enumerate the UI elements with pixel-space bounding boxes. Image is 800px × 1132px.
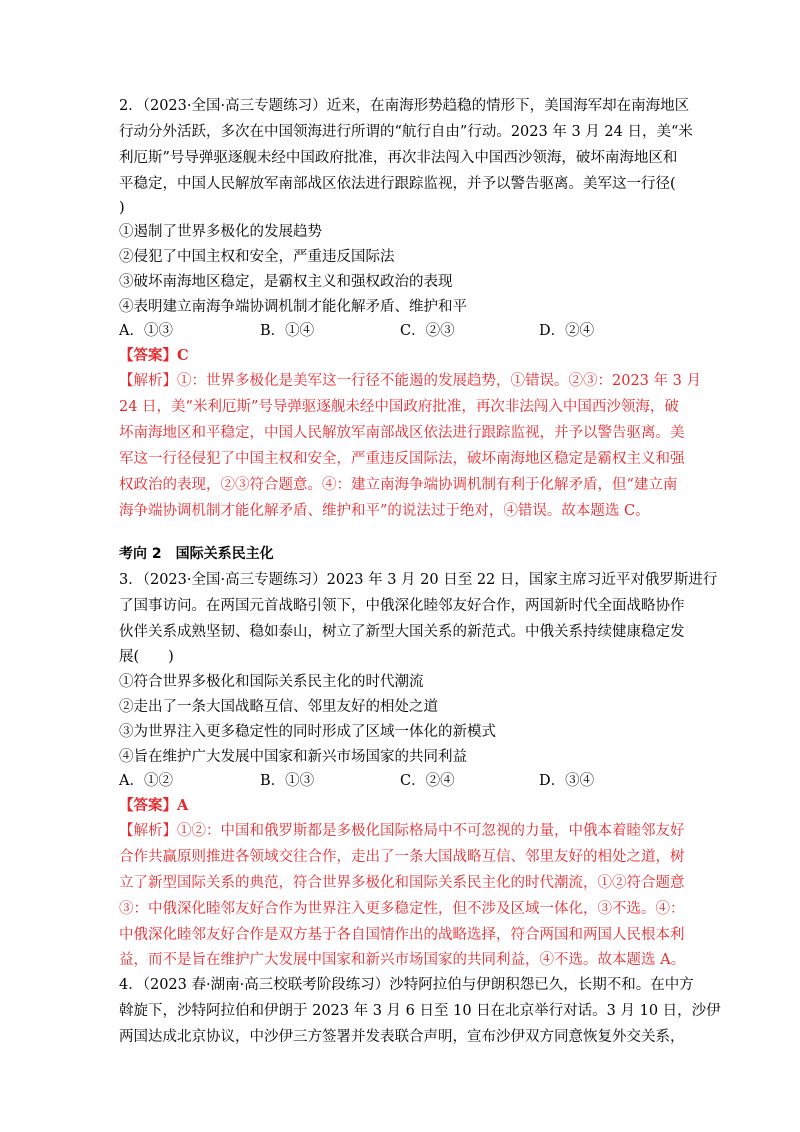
choice-row — [119, 318, 719, 344]
analysis-line: 海争端协调机制才能化解矛盾、维护和平”的说法过于绝对，④错误。故本题选 C。 — [119, 503, 650, 519]
question-stem-line: 行动分外活跃，多次在中国领海进行所谓的“航行自由”行动。2023 年 3 月 24 日，美“米 — [119, 124, 693, 140]
answer-line: 【答案】A — [119, 797, 189, 814]
statement-item: ②走出了一条大国战略互信、邻里友好的相处之道 — [119, 699, 438, 715]
question-stem-line: 两国达成北京协议，中沙伊三方签署并发表联合声明，宣布沙伊双方同意恢复外交关系， — [119, 1029, 685, 1045]
analysis-line: 权政治的表现，②③符合题意。④：建立南海争端协调机制有利于化解矛盾，但“建立南 — [119, 477, 678, 493]
choice-a: A．①② — [119, 773, 173, 789]
analysis-line: 【解析】①：世界多极化是美军这一行径不能遏的发展趋势，①错误。②③：2023 年 3 月 — [119, 373, 701, 389]
statement-item: ①符合世界多极化和国际关系民主化的时代潮流 — [119, 674, 424, 690]
question-stem-line: 了国事访问。在两国元首战略引领下，中俄深化睦邻友好合作，两国新时代全面战略协作 — [119, 598, 685, 614]
question-stem-line: 伙伴关系成熟坚韧、稳如泰山，树立了新型大国关系的新范式。中俄关系持续健康稳定发 — [119, 624, 685, 640]
analysis-line: 24 日，美“米利厄斯”号导弹驱逐舰未经中国政府批准，再次非法闯入中国西沙领海，破 — [119, 399, 679, 415]
choice-d: D．②④ — [539, 323, 595, 339]
statement-item: ①遏制了世界多极化的发展趋势 — [119, 224, 322, 240]
statement-item: ④表明建立南海争端协调机制才能化解矛盾、维护和平 — [119, 299, 467, 315]
analysis-line: 益，而不是旨在维护广大发展中国家和新兴市场国家的共同利益，④不选。故本题选 A。 — [119, 952, 686, 968]
question-stem-line: 利厄斯”号导弹驱逐舰未经中国政府批准，再次非法闯入中国西沙领海，破坏南海地区和 — [119, 150, 678, 166]
question-stem-line: 3．（2023·全国·高三专题练习）2023 年 3 月 20 日至 22 日，国家主席习近平对俄罗斯进行 — [119, 572, 718, 588]
analysis-line: 合作共赢原则推进各领域交往合作，走出了一条大国战略互信、邻里友好的相处之道，树 — [119, 849, 685, 865]
statement-item: ④旨在维护广大发展中国家和新兴市场国家的共同利益 — [119, 749, 467, 765]
choice-row — [119, 768, 719, 794]
question-stem-line: 4．（2023 春·湖南·高三校联考阶段练习）沙特阿拉伯与伊朗积怨已久，长期不和。在中方 — [119, 977, 694, 993]
analysis-line: ③：中俄深化睦邻友好合作为世界注入更多稳定性，但不涉及区域一体化，③不选。④： — [119, 901, 685, 917]
choice-c: C．②③ — [400, 323, 455, 339]
statement-item: ③破坏南海地区稳定，是霸权主义和强权政治的表现 — [119, 274, 453, 290]
statement-item: ②侵犯了中国主权和安全，严重违反国际法 — [119, 249, 395, 265]
choice-d: D．③④ — [539, 773, 595, 789]
analysis-line: 立了新型国际关系的典范，符合世界多极化和国际关系民主化的时代潮流，①②符合题意 — [119, 875, 685, 891]
section-heading: 考向 2 国际关系民主化 — [119, 546, 274, 562]
analysis-line: 中俄深化睦邻友好合作是双方基于各自国情作出的战略选择，符合两国和两国人民根本利 — [119, 927, 685, 943]
answer-line: 【答案】C — [119, 347, 189, 364]
analysis-line: 【解析】①②：中国和俄罗斯都是多极化国际格局中不可忽视的力量，中俄本着睦邻友好 — [119, 823, 685, 839]
question-stem-line: 斡旋下，沙特阿拉伯和伊朗于 2023 年 3 月 6 日至 10 日在北京举行对话。3 月 10 日，沙伊 — [119, 1003, 721, 1019]
question-stem-line: 平稳定，中国人民解放军南部战区依法进行跟踪监视，并予以警告驱离。美军这一行径( — [119, 176, 676, 192]
choice-a: A．①③ — [119, 323, 173, 339]
statement-item: ③为世界注入更多稳定性的同时形成了区域一体化的新模式 — [119, 724, 496, 740]
choice-c: C．②④ — [400, 773, 455, 789]
question-stem-line: 2．（2023·全国·高三专题练习）近来，在南海形势趋稳的情形下，美国海军却在南海地区 — [119, 98, 690, 114]
question-stem-line: ) — [119, 200, 125, 216]
question-stem-line: 展( ) — [119, 649, 174, 665]
analysis-line: 坏南海地区和平稳定，中国人民解放军南部战区依法进行跟踪监视，并予以警告驱离。美 — [119, 425, 685, 441]
choice-b: B．①③ — [260, 773, 315, 789]
analysis-line: 军这一行径侵犯了中国主权和安全，严重违反国际法，破坏南海地区稳定是霸权主义和强 — [119, 451, 685, 467]
choice-b: B．①④ — [260, 323, 315, 339]
